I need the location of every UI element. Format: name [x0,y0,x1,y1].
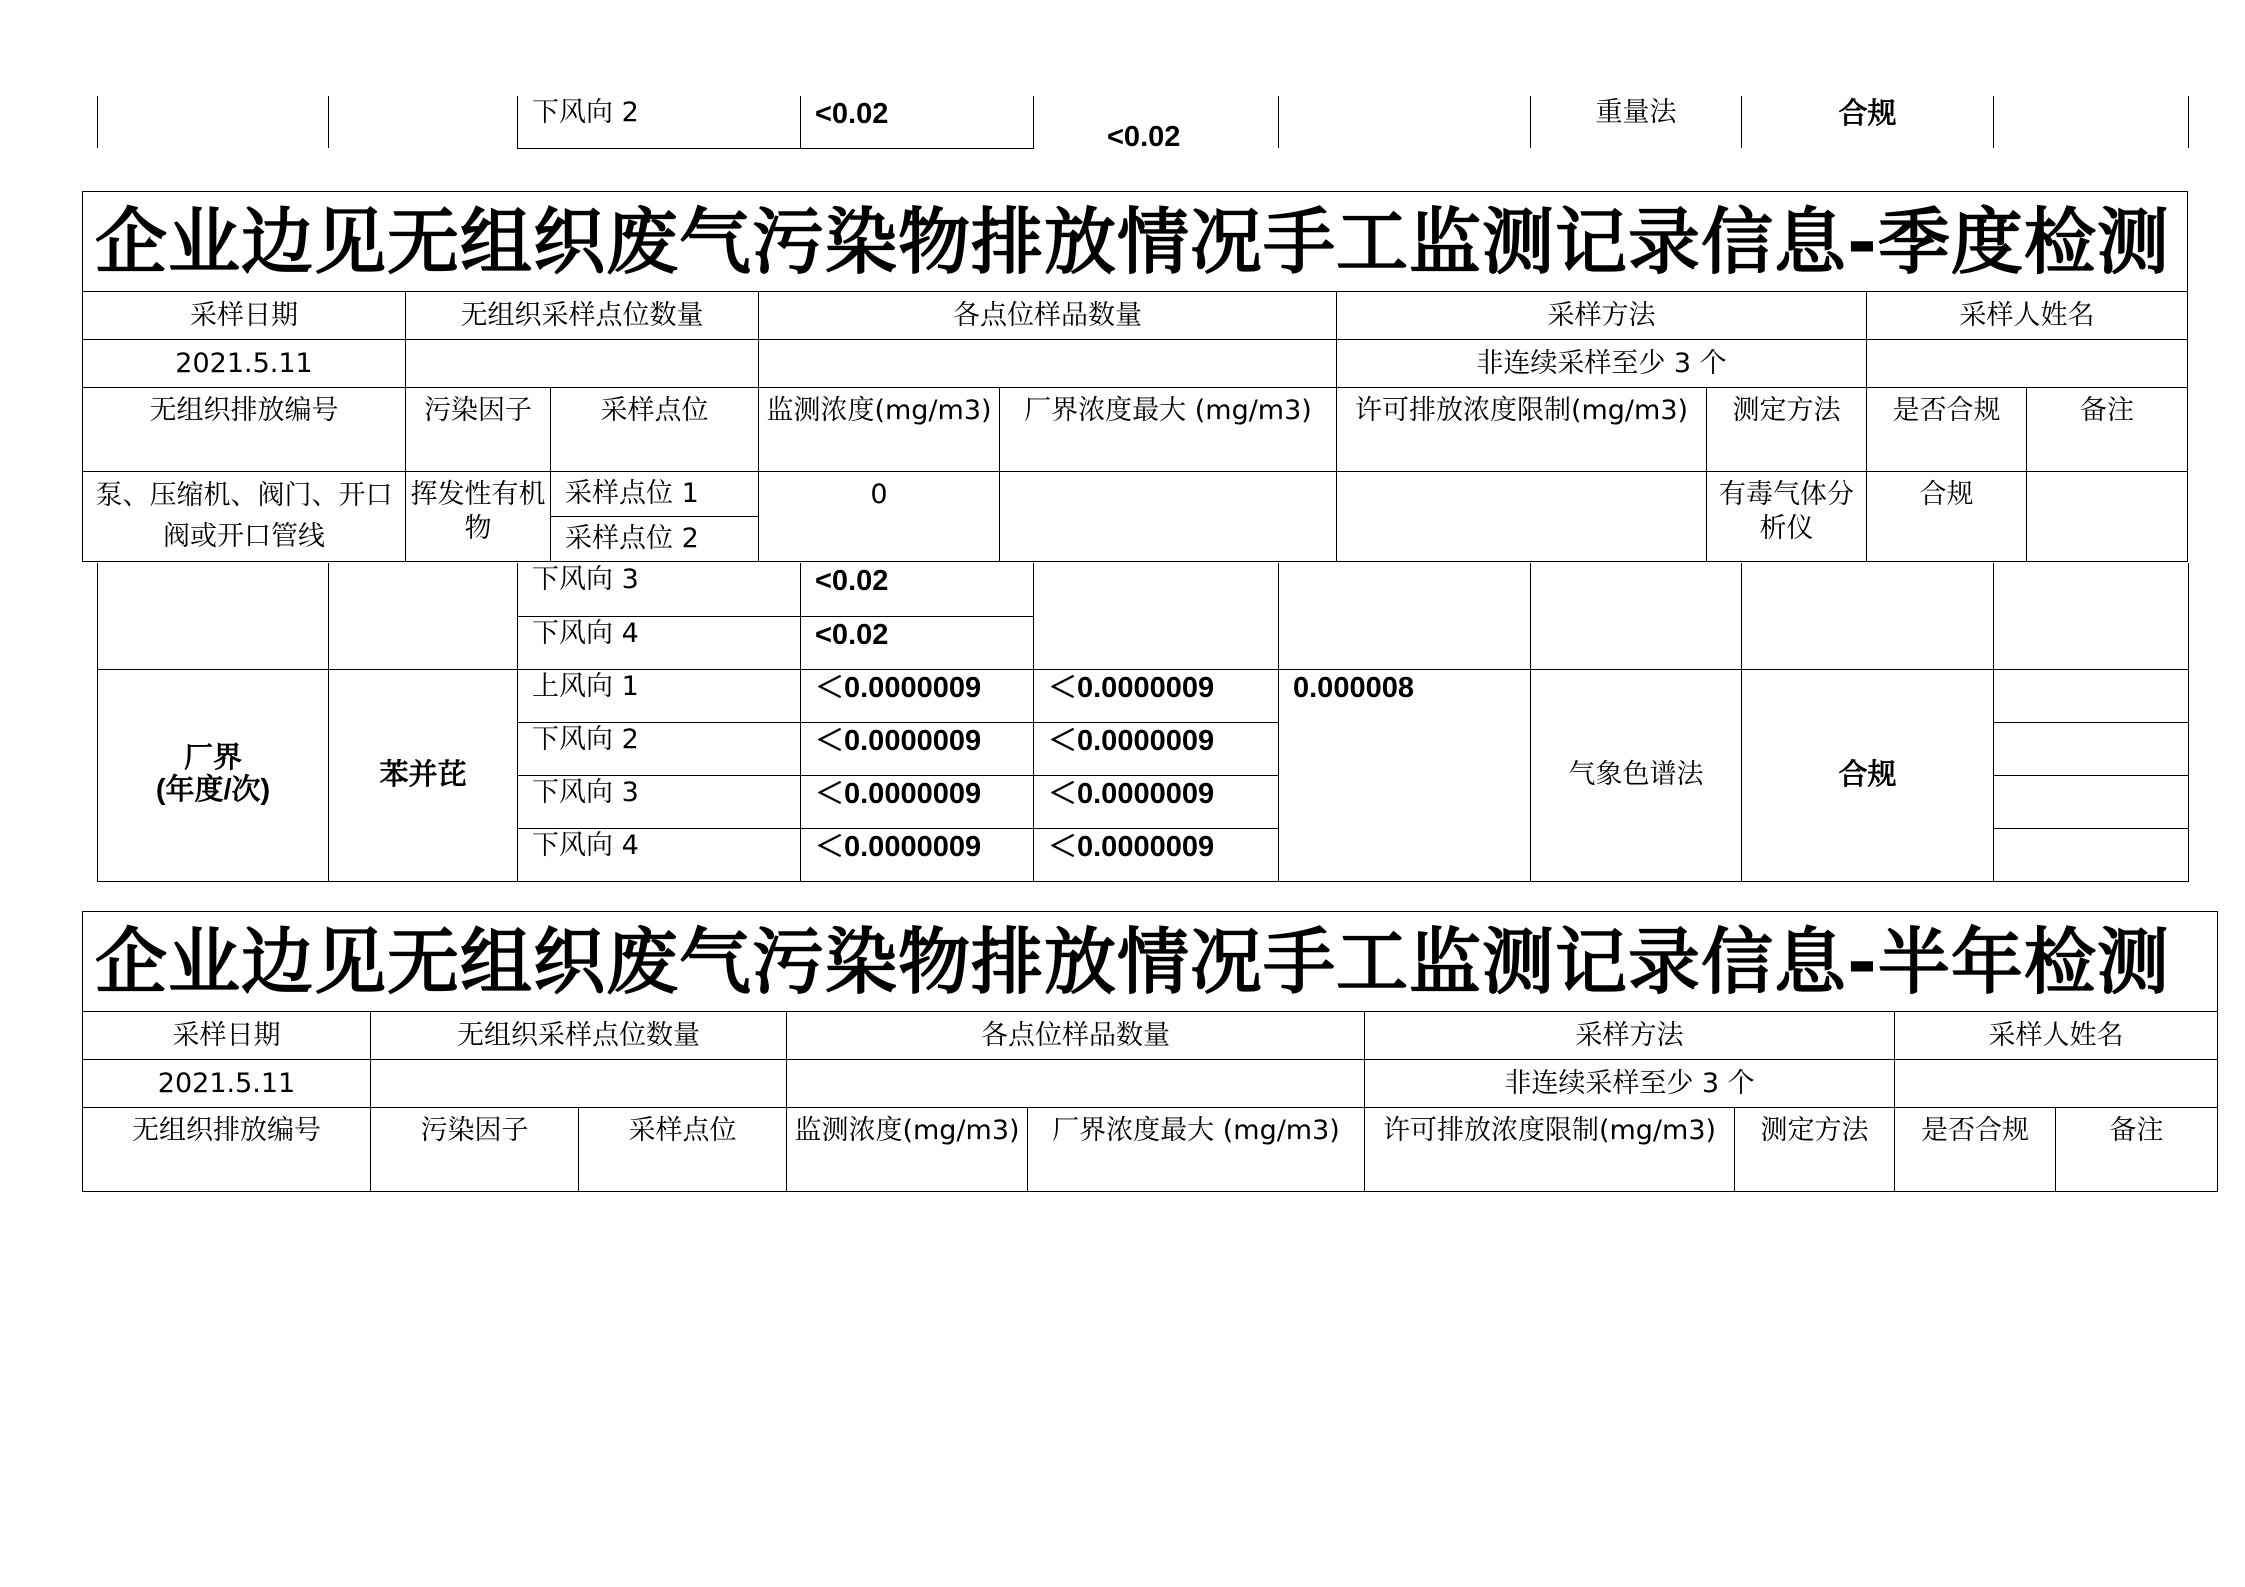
compliance-value: 合规 [1867,472,2027,562]
boundary-group-label: 厂界 (年度/次) [98,669,329,881]
point-count-value [406,340,759,388]
header-sampling-method: 采样方法 [1337,292,1867,340]
method-value: 气象色谱法 [1531,669,1742,881]
sampling-method-value: 非连续采样至少 3 个 [1365,1060,1895,1108]
pollutant-value: 挥发性有机物 [406,472,551,562]
col-limit: 许可排放浓度限制(mg/m3) [1337,388,1707,472]
col-sampling-point: 采样点位 [579,1108,787,1192]
col-pollutant: 污染因子 [371,1108,579,1192]
sampling-point-2: 采样点位 2 [551,517,759,562]
col-emission-id: 无组织排放编号 [83,388,406,472]
col-concentration: 监测浓度(mg/m3) [787,1108,1028,1192]
header-point-count: 无组织采样点位数量 [406,292,759,340]
concentration-value: 0 [759,472,1000,562]
sample-count-value [759,340,1337,388]
concentration-cell: <0.02 [801,616,1034,669]
sampler-name-value [1867,340,2188,388]
emission-id-value: 泵、压缩机、阀门、开口阀或开口管线 [83,472,406,562]
remark-cell [1994,775,2189,828]
header-sampler-name: 采样人姓名 [1895,1012,2218,1060]
sample-count-value [787,1060,1365,1108]
sampling-point-cell: 下风向 3 [518,775,801,828]
fragment-cell [1742,563,1994,669]
concentration-cell: <0.02 [801,563,1034,616]
quarterly-table [82,191,2188,562]
fragment-cell [98,96,329,148]
sampling-date-value: 2021.5.11 [83,340,406,388]
header-sample-count: 各点位样品数量 [759,292,1337,340]
remark-cell [1994,828,2189,881]
fragment-cell [1531,563,1742,669]
method-cell: 重量法 [1531,96,1742,148]
col-remark: 备注 [2056,1108,2218,1192]
compliance-cell: 合规 [1742,96,1994,148]
header-point-count: 无组织采样点位数量 [371,1012,787,1060]
fragment-cell [329,96,518,148]
sampling-point-cell: 下风向 3 [518,563,801,616]
boundary-max-cell: ＜0.0000009 [1034,828,1279,881]
col-pollutant: 污染因子 [406,388,551,472]
sampler-name-value [1895,1060,2218,1108]
boundary-max-cell: ＜0.0000009 [1034,722,1279,775]
col-method: 测定方法 [1707,388,1867,472]
sampling-date-value: 2021.5.11 [83,1060,371,1108]
compliance-value: 合规 [1742,669,1994,881]
col-compliance: 是否合规 [1895,1108,2056,1192]
fragment-cell [329,563,518,669]
fragment-cell [1034,563,1279,669]
boundary-max-cell: ＜0.0000009 [1034,669,1279,722]
limit-value [1337,472,1707,562]
col-compliance: 是否合规 [1867,388,2027,472]
remark-value [2027,472,2188,562]
sampling-point-cell: 下风向 2 [518,722,801,775]
col-emission-id: 无组织排放编号 [83,1108,371,1192]
header-sample-count: 各点位样品数量 [787,1012,1365,1060]
half-year-table [82,911,2218,1192]
col-limit: 许可排放浓度限制(mg/m3) [1365,1108,1735,1192]
col-boundary-max: 厂界浓度最大 (mg/m3) [1000,388,1337,472]
half-year-title: 企业边见无组织废气污染物排放情况手工监测记录信息-半年检测 [83,912,2218,1012]
quarterly-title: 企业边见无组织废气污染物排放情况手工监测记录信息-季度检测 [83,192,2188,292]
fragment-cell [1279,563,1531,669]
boundary-max-cell: ＜0.0000009 [1034,775,1279,828]
sampling-point-cell: 下风向 4 [518,828,801,881]
col-sampling-point: 采样点位 [551,388,759,472]
header-sampling-date: 采样日期 [83,292,406,340]
sampling-point-1: 采样点位 1 [551,472,759,517]
sampling-point-cell: 下风向 4 [518,616,801,669]
sampling-method-value: 非连续采样至少 3 个 [1337,340,1867,388]
point-count-value [371,1060,787,1108]
boundary-max-value: <0.02 [1107,121,1181,153]
limit-value: 0.000008 [1279,669,1531,881]
concentration-cell: ＜0.0000009 [801,669,1034,722]
concentration-cell: ＜0.0000009 [801,722,1034,775]
header-sampler-name: 采样人姓名 [1867,292,2188,340]
remark-cell [1994,669,2189,722]
method-value: 有毒气体分析仪 [1707,472,1867,562]
fragment-cell [1279,96,1531,148]
header-sampling-date: 采样日期 [83,1012,371,1060]
boundary-table [97,563,2189,882]
fragment-cell [1994,563,2189,669]
concentration-cell: <0.02 [801,96,1034,148]
col-boundary-max: 厂界浓度最大 (mg/m3) [1028,1108,1365,1192]
concentration-cell: ＜0.0000009 [801,775,1034,828]
sampling-point-cell: 上风向 1 [518,669,801,722]
header-sampling-method: 采样方法 [1365,1012,1895,1060]
pollutant-benzopyrene: 苯并芘 [329,669,518,881]
fragment-cell [98,563,329,669]
fragment-cell [1994,96,2189,148]
col-method: 测定方法 [1735,1108,1895,1192]
sampling-point-cell: 下风向 2 [518,96,801,148]
col-remark: 备注 [2027,388,2188,472]
col-concentration: 监测浓度(mg/m3) [759,388,1000,472]
remark-cell [1994,722,2189,775]
boundary-max-value [1000,472,1337,562]
concentration-cell: ＜0.0000009 [801,828,1034,881]
